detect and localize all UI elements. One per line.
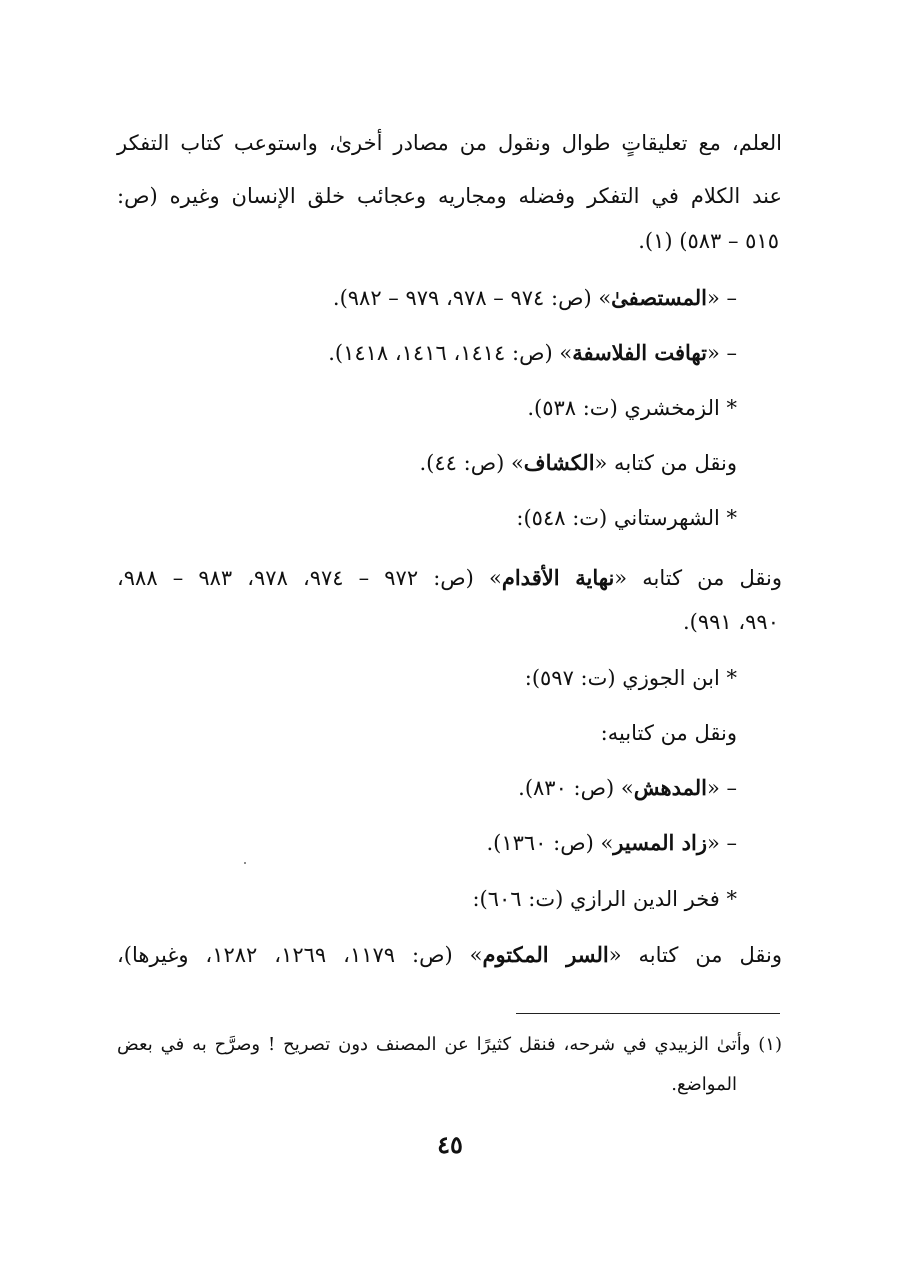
list-item: ونقل من كتابه «نهاية الأقدام» (ص: ٩٧٢ – ٩٧٤، ٩٧٨، ٩٨٣ – ٩٨٨، — [117, 565, 783, 590]
book-title: المستصفىٰ — [611, 285, 707, 310]
list-item: – «المستصفىٰ» (ص: ٩٧٤ – ٩٧٨، ٩٧٩ – ٩٨٢). — [332, 285, 737, 310]
paragraph-line: عند الكلام في التفكر وفضله ومجاريه وعجائب خلق الإنسان وغيره (ص: — [117, 184, 782, 208]
list-item: ونقل من كتابه «الكشاف» (ص: ٤٤). — [419, 450, 737, 475]
book-title: نهاية الأقدام — [501, 565, 615, 590]
list-item: ونقل من كتابه «السر المكتوم» (ص: ١١٧٩، ١٢٦٩، ١٢٨٢، وغيرها)، — [117, 942, 783, 967]
speck-mark — [244, 862, 246, 864]
author-heading: * الزمخشري (ت: ٥٣٨). — [527, 396, 737, 420]
paragraph-line: العلم، مع تعليقاتٍ طوال ونقول من مصادر أخرىٰ، واستوعب كتاب التفكر — [117, 131, 782, 155]
list-item: – «تهافت الفلاسفة» (ص: ١٤١٤، ١٤١٦، ١٤١٨). — [328, 340, 737, 365]
paragraph-line: ونقل من كتابيه: — [600, 721, 737, 745]
author-heading: * ابن الجوزي (ت: ٥٩٧): — [524, 666, 737, 690]
list-item: – «المدهش» (ص: ٨٣٠). — [518, 775, 737, 800]
author-heading: * فخر الدين الرازي (ت: ٦٠٦): — [472, 887, 737, 911]
page-number: ٤٥ — [437, 1130, 463, 1159]
book-title: الكشاف — [523, 450, 595, 475]
paragraph-line: ٥١٥ – ٥٨٣) (١). — [638, 229, 779, 253]
footnote-line: (١) وأتىٰ الزبيدي في شرحه، فنقل كثيرًا عن المصنف دون تصريح ! وصرَّح به في بعض — [117, 1034, 782, 1055]
footnote-separator — [516, 1013, 780, 1014]
book-title: تهافت الفلاسفة — [572, 340, 707, 365]
footnote-line: المواضع. — [671, 1074, 737, 1095]
book-title: المدهش — [633, 775, 707, 800]
book-title: السر المكتوم — [482, 942, 609, 967]
author-heading: * الشهرستاني (ت: ٥٤٨): — [516, 506, 737, 530]
list-item: – «زاد المسير» (ص: ١٣٦٠). — [486, 830, 737, 855]
book-title: زاد المسير — [613, 830, 707, 855]
paragraph-line: ٩٩٠، ٩٩١). — [682, 610, 779, 634]
